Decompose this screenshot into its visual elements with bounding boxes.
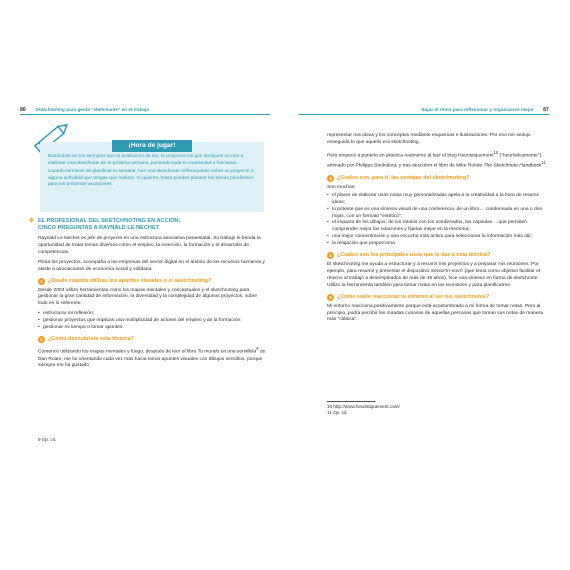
left-text-column <box>29 218 266 373</box>
interview-section-heading <box>29 218 266 232</box>
intro-paragraph: Pilota los proyectos, acompaña a las empresas del sector digital en el ámbito de los recursos humanos y asiste a asociaciones de economía social y solidaria. <box>38 259 265 272</box>
question-text: ¿Cuáles son los principales usos que le das a esta técnica? <box>337 252 491 259</box>
question-number-badge: 4 <box>327 252 334 259</box>
exercise-banner: ¡Hora de jugar! <box>112 140 192 152</box>
answer-text: Comencé utilizando los mapas mentales y luego, después de leer el libro <box>38 349 198 355</box>
answer-text: Pero empecé a ponerlo en práctica realmente al leer el blog Heuristiquement <box>327 153 494 159</box>
list-item: • el placer de elaborar unas notas muy personalizadas apela a la creatividad a la hora de resumir ideas; <box>327 193 549 207</box>
footnote-number: 10 <box>327 403 333 409</box>
question-text: ¿Desde cuándo utilizas los apuntes visuales o el sketchnoting? <box>48 277 212 284</box>
exercise-box <box>40 142 264 212</box>
question-text: ¿Cómo descubriste esta técnica? <box>48 336 134 343</box>
section-heading-line: EL PROFESIONAL DEL SKETCHNOTING EN ACCIÓN: <box>38 218 181 224</box>
footnote-url[interactable]: http://www.heuristiquement.com/ <box>333 403 400 409</box>
gear-icon: ✲ <box>29 218 35 224</box>
book-title: Tu mundo en una servilleta <box>197 349 257 355</box>
exercise-paragraph: Cuando termines de planificar tu semana, haz una sketchnote reflexionando sobre un proyecto o alguna actividad que tengas que realizar. Si quieres, hasta puedes planear las tareas pendientes para tus próximas vacaciones. <box>48 169 254 187</box>
exercise-body <box>48 154 258 191</box>
footnote-ref: 10 <box>493 149 499 155</box>
running-title-left: Sketchnoting para gente "sketchante" en el trabajo <box>35 107 150 112</box>
question-text: ¿Cómo suele reaccionar tu entorno al ver tus sketchnotes? <box>337 293 490 300</box>
footnote <box>327 410 549 416</box>
footnote-number: 11 <box>327 409 332 415</box>
answer-text: ("heurísticamente"), animado por Philippe Boukobza, y tras descubrir el libro de Mike Rohde <box>327 153 543 169</box>
header-divider-right <box>299 114 549 115</box>
question-text: ¿Cuáles son, para ti, las ventajas del sketchnoting? <box>337 174 470 181</box>
answer-paragraph: El sketchnoting me ayuda a estructurar y a resumir mis proyectos y a preparar mis reuniones. Por ejemplo, para resumir y presentar el dispositivo Senior'In-nov© (que tenía como objetivo facilitar el retorno al trabajo a desempleados de más de 45 años), hice una síntesis en forma de sketchnote. Utilizo la herramienta también para tomar notas en las reuniones y para planificarme. <box>327 262 541 288</box>
header-divider-left <box>20 114 270 115</box>
list-item: • gestionar mi tiempo o tomar apuntes. <box>38 325 266 332</box>
exercise-paragraph: Basándote en los ejemplos que te acabamos de dar, te proponemos que dediques un rato a elaborar una sketchnote de tu próxima semana, poniendo toda tu creatividad a funcionar. <box>48 154 244 166</box>
question-number-badge: 1 <box>38 278 45 285</box>
list-item: • una mejor concentración y una escucha más activa para seleccionar la información más útil; <box>327 234 549 241</box>
intro-paragraph: Raynald Le Nechet es jefe de proyecto en una estructura asociativa paraestatal. Su trabajo le brinda la oportunidad de tratar temas diversos como el empleo, la inserción, la formación y el desarrollo de competencias. <box>38 236 261 255</box>
answer-list <box>38 311 266 332</box>
list-item: • estructurar mi reflexión; <box>38 311 266 318</box>
list-item: • gestionar proyectos que implican una multiplicidad de actores del empleo y de la formación; <box>38 318 266 325</box>
question-number-badge: 3 <box>327 175 334 182</box>
right-page <box>285 0 570 570</box>
running-title-right: Bajar el ritmo para reflexionar y organizarse mejor <box>421 107 534 112</box>
list-item: • lo potente que es una síntesis visual de una conferencia, de un libro… condensada en una o dos hojas, con un formato "estético"; <box>327 207 549 221</box>
question-2 <box>38 336 266 343</box>
book-title: The Sketchnote Handbook <box>483 163 542 169</box>
answer-paragraph: representar mis ideas y los conceptos mediante esquemas e ilustraciones. Por eso me sedujo enseguida lo que aquello era sketchnoting. <box>327 133 531 145</box>
answer-paragraph: Desde 2003 utilizo herramientas como los mapas mentales y conceptuales y el sketchnoting para gestionar la gran cantidad de información, la diversidad y la complejidad de algunos proyectos, sobre todo en lo referente: <box>38 287 258 307</box>
question-number-badge: 5 <box>327 294 334 301</box>
list-item: • la relajación que proporciona. <box>327 241 549 248</box>
footnotes-right <box>327 401 549 416</box>
page-number-right: 87 <box>543 107 549 113</box>
question-1 <box>38 278 266 285</box>
footnote-text: Op. cit. <box>333 409 348 415</box>
question-number-badge: 2 <box>38 336 45 343</box>
answer-paragraph <box>38 346 266 370</box>
answer-text: de Dan Roam, me fui orientando cada vez más hacia tomar apuntes visuales con dibujos sencillos, porque siempre me ha gustado <box>38 349 266 369</box>
running-head-right <box>421 107 549 113</box>
footnote-rule <box>327 401 375 402</box>
page-number-left: 86 <box>20 107 26 113</box>
question-4 <box>327 252 549 259</box>
right-text-column <box>327 133 549 327</box>
answer-paragraph <box>327 150 549 171</box>
question-5 <box>327 294 549 301</box>
footnote-left <box>38 437 56 443</box>
footnote-text: Op. cit. <box>41 437 57 442</box>
list-item: • el impacto de los dibujos, de los rótulos con los sombreados, las cápsulas… que permiten comprender mejor las relaciones y fijarlas mejor en la memoria; <box>327 220 549 234</box>
section-heading-line: CINCO PREGUNTAS A RAYNALD LE NECHET <box>38 225 160 231</box>
answer-paragraph: Son muchas: <box>327 184 356 190</box>
footnote-number: 9 <box>38 437 41 442</box>
answer-list <box>327 193 549 248</box>
question-3 <box>327 175 549 182</box>
answer-text: . <box>545 163 548 169</box>
answer-paragraph: Mi entorno reacciona positivamente porque está acostumbrado a mi forma de tomar notas. Pero al principio, podía percibir las miradas curiosas de aquellas personas que toman sus notas de manera más "clásica". <box>327 303 543 323</box>
footnote-ref: 11 <box>541 160 546 166</box>
running-head-left <box>20 107 149 113</box>
footnote-ref: 9 <box>256 345 259 351</box>
